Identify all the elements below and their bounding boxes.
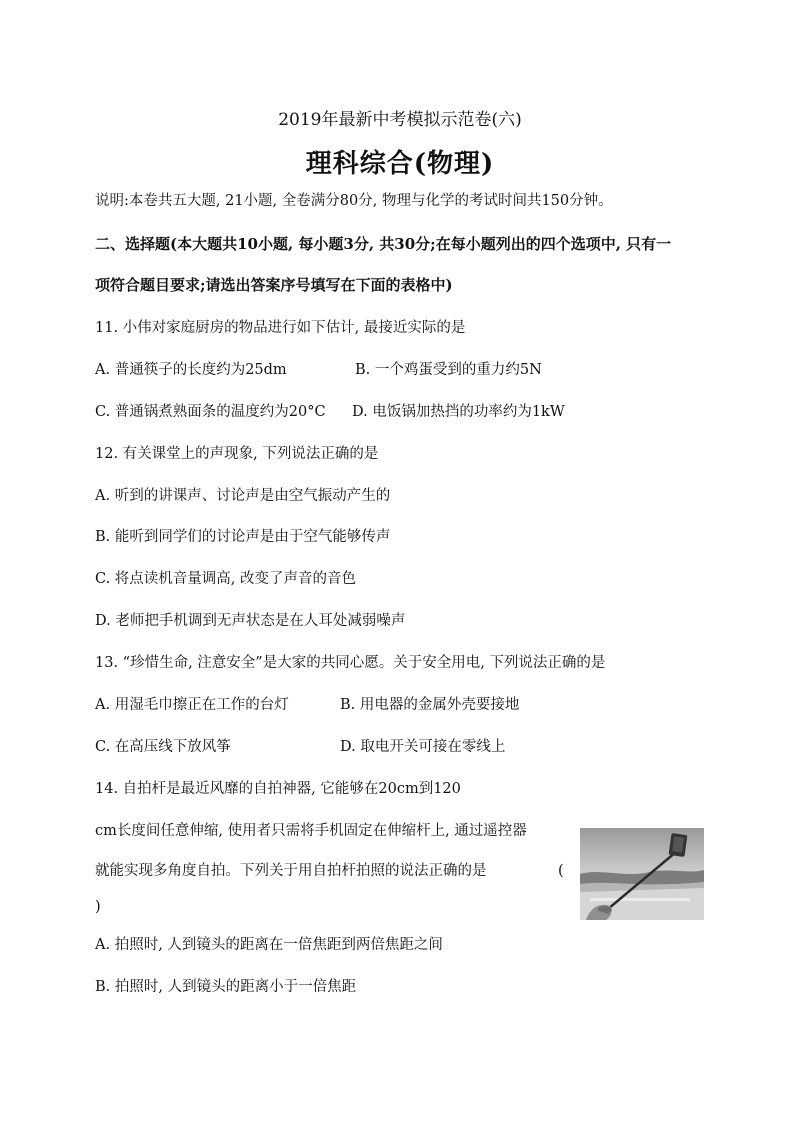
question-13-option-d: D. 取电开关可接在零线上 [340, 739, 506, 755]
selfie-stick-photo [580, 828, 704, 920]
question-12-stem: 12. 有关课堂上的声现象, 下列说法正确的是 [95, 446, 379, 462]
question-13-stem: 13. “珍惜生命, 注意安全”是大家的共同心愿。关于安全用电, 下列说法正确的是 [95, 655, 606, 671]
answer-paren-close: ) [95, 899, 101, 915]
question-12-option-b: B. 能听到同学们的讨论声是由于空气能够传声 [95, 529, 391, 545]
question-14-option-b: B. 拍照时, 人到镜头的距离小于一倍焦距 [95, 979, 357, 995]
section-heading-line-1: 二、选择题(本大题共10小题, 每小题3分, 共30分;在每小题列出的四个选项中, 只有一 [95, 235, 672, 253]
question-14-option-a: A. 拍照时, 人到镜头的距离在一倍焦距到两倍焦距之间 [95, 937, 443, 953]
question-12-option-d: D. 老师把手机调到无声状态是在人耳处减弱噪声 [95, 613, 406, 629]
section-heading-line-2: 项符合题目要求;请选出答案序号填写在下面的表格中) [95, 276, 453, 294]
question-13-option-b: B. 用电器的金属外壳要接地 [340, 697, 520, 713]
question-12-option-a: A. 听到的讲课声、讨论声是由空气振动产生的 [95, 488, 391, 504]
question-11-option-c: C. 普通锅煮熟面条的温度约为20°C [95, 404, 326, 420]
question-11-option-d: D. 电饭锅加热挡的功率约为1kW [352, 404, 565, 420]
question-11-stem: 11. 小伟对家庭厨房的物品进行如下估计, 最接近实际的是 [95, 320, 466, 336]
question-14-stem-line-1: 14. 自拍杆是最近风靡的自拍神器, 它能够在20cm到120 [95, 781, 461, 797]
exam-note: 说明:本卷共五大题, 21小题, 全卷满分80分, 物理与化学的考试时间共150分钟。 [95, 193, 613, 209]
question-11-option-a: A. 普通筷子的长度约为25dm [95, 362, 287, 378]
question-13-option-c: C. 在高压线下放风筝 [95, 739, 231, 755]
question-14-stem-line-3: 就能实现多角度自拍。下列关于用自拍杆拍照的说法正确的是 [95, 863, 487, 879]
exam-title: 理科综合(物理) [305, 149, 495, 179]
answer-paren-open: ( [558, 863, 564, 879]
exam-subtitle: 2019年最新中考模拟示范卷(六) [278, 110, 522, 130]
question-13-option-a: A. 用湿毛巾擦正在工作的台灯 [95, 697, 289, 713]
question-11-option-b: B. 一个鸡蛋受到的重力约5N [355, 362, 542, 378]
question-14-stem-line-2: cm长度间任意伸缩, 使用者只需将手机固定在伸缩杆上, 通过遥控器 [95, 823, 527, 839]
question-12-option-c: C. 将点读机音量调高, 改变了声音的音色 [95, 571, 357, 587]
